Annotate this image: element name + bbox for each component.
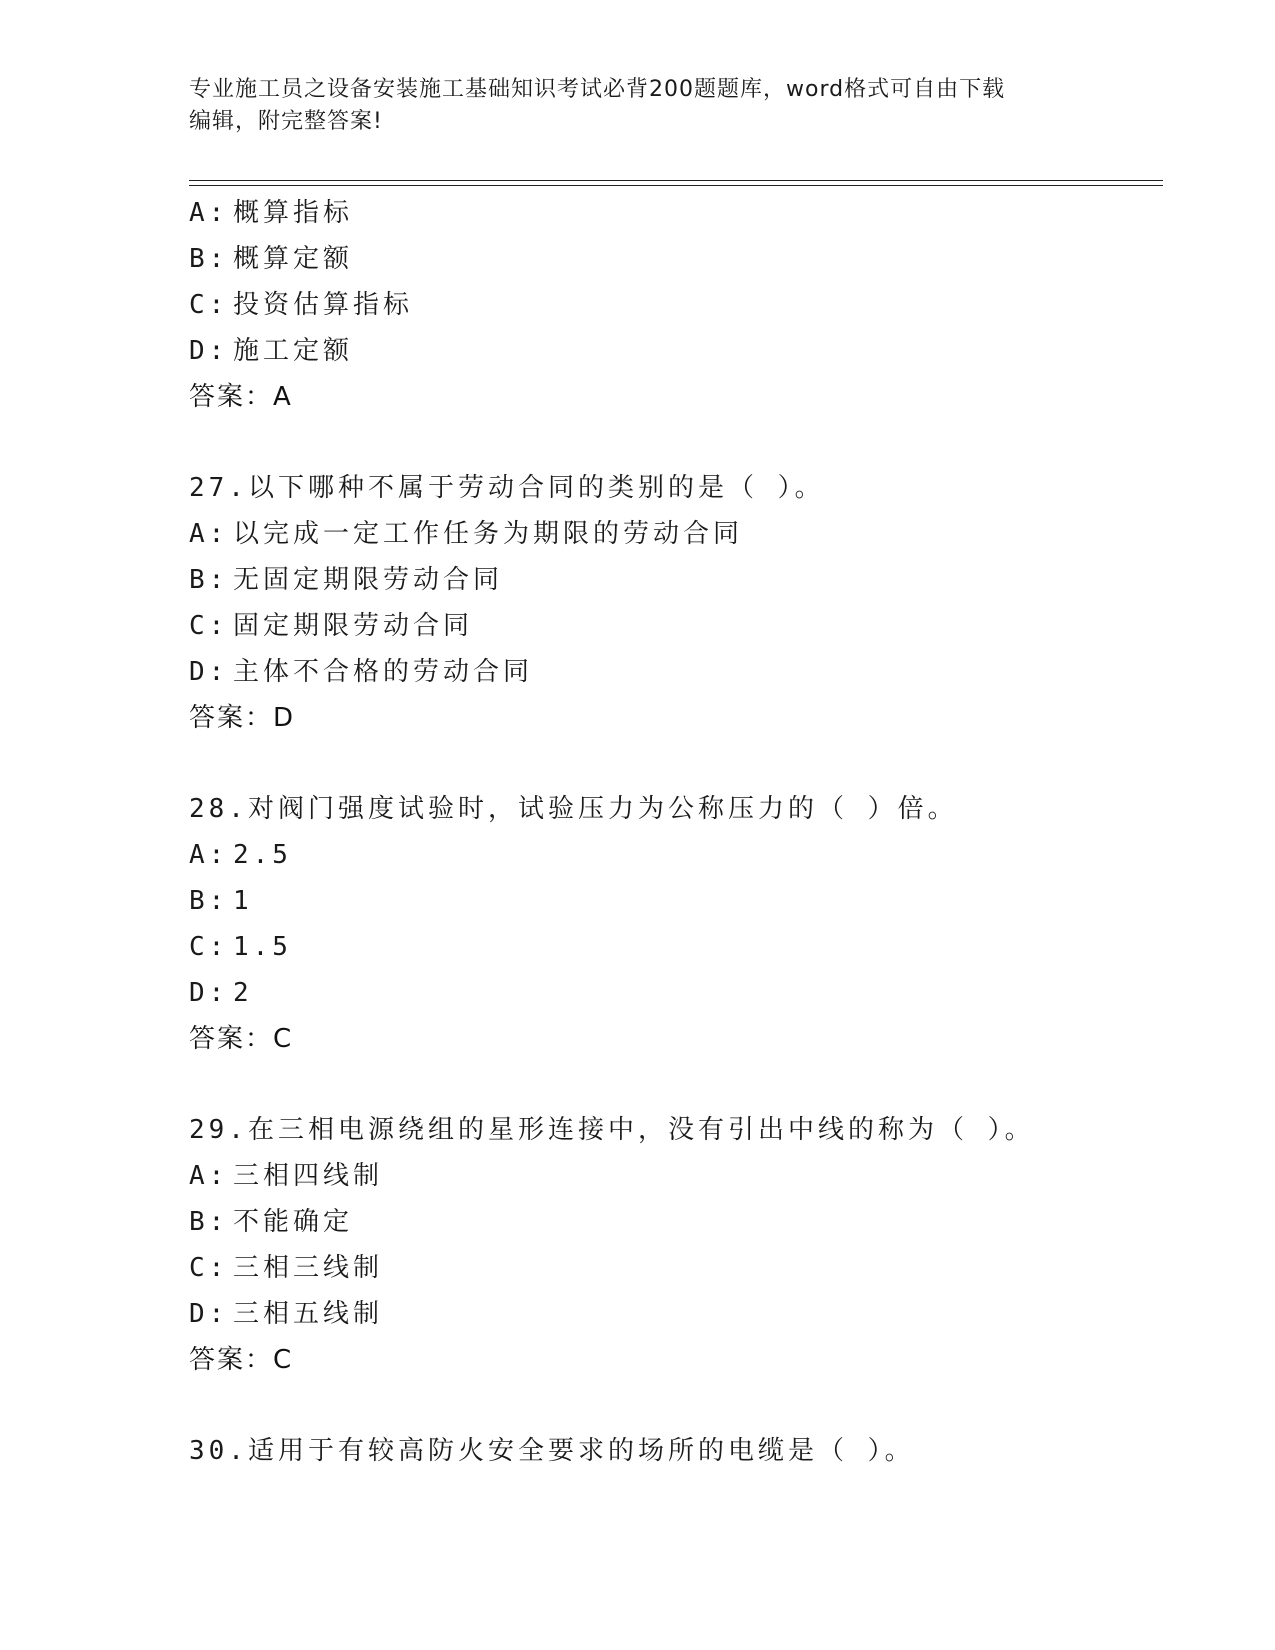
header-divider-bottom	[189, 185, 1163, 186]
option-label: B:	[189, 1207, 229, 1237]
option-label: B:	[189, 886, 229, 916]
option-text: 2.5	[233, 840, 292, 870]
option-text: 无固定期限劳动合同	[233, 565, 504, 595]
option-a	[189, 1153, 1169, 1199]
option-a	[189, 832, 1169, 878]
option-c	[189, 603, 1169, 649]
question-text: 28.对阀门强度试验时，试验压力为公称压力的（ ）倍。	[189, 794, 958, 824]
option-label: B:	[189, 244, 229, 274]
option-label: C:	[189, 611, 229, 641]
option-text: 1	[233, 886, 253, 916]
option-text: 投资估算指标	[233, 290, 414, 320]
header-title-line-1: 专业施工员之设备安装施工基础知识考试必背200题题库，word格式可自由下载	[189, 77, 1006, 102]
question-list	[189, 190, 1169, 1474]
option-d	[189, 328, 1169, 374]
option-b	[189, 236, 1169, 282]
option-text: 2	[233, 978, 253, 1008]
option-d	[189, 970, 1169, 1016]
option-text: 概算指标	[233, 198, 354, 228]
header-divider-top	[189, 180, 1163, 181]
option-label: D:	[189, 978, 229, 1008]
option-label: D:	[189, 657, 229, 687]
option-text: 主体不合格的劳动合同	[233, 657, 534, 687]
option-c	[189, 1245, 1169, 1291]
question-block-30	[189, 1428, 1169, 1474]
answer-line: 答案：A	[189, 382, 293, 412]
option-label: C:	[189, 1253, 229, 1283]
option-d	[189, 1291, 1169, 1337]
option-text: 三相四线制	[233, 1161, 384, 1191]
option-text: 不能确定	[233, 1207, 354, 1237]
header-title-line-2: 编辑，附完整答案!	[189, 109, 383, 134]
question-block-28	[189, 786, 1169, 1062]
question-text: 27.以下哪种不属于劳动合同的类别的是（ ）。	[189, 473, 825, 503]
option-text: 概算定额	[233, 244, 354, 274]
option-label: A:	[189, 519, 229, 549]
question-text: 30.适用于有较高防火安全要求的场所的电缆是（ ）。	[189, 1436, 915, 1466]
option-text: 施工定额	[233, 336, 354, 366]
option-label: A:	[189, 1161, 229, 1191]
option-c	[189, 924, 1169, 970]
question-text: 29.在三相电源绕组的星形连接中，没有引出中线的称为（ ）。	[189, 1115, 1035, 1145]
option-label: B:	[189, 565, 229, 595]
question-block-27	[189, 465, 1169, 741]
answer-line: 答案：C	[189, 1345, 294, 1375]
document-header	[189, 74, 1089, 138]
option-b	[189, 878, 1169, 924]
option-label: A:	[189, 198, 229, 228]
option-text: 以完成一定工作任务为期限的劳动合同	[233, 519, 744, 549]
option-text: 三相五线制	[233, 1299, 384, 1329]
option-a	[189, 190, 1169, 236]
option-text: 固定期限劳动合同	[233, 611, 474, 641]
question-block-29	[189, 1107, 1169, 1383]
option-b	[189, 557, 1169, 603]
spacer	[189, 420, 1169, 465]
answer-line: 答案：C	[189, 1024, 294, 1054]
spacer	[189, 741, 1169, 786]
option-text: 1.5	[233, 932, 292, 962]
option-b	[189, 1199, 1169, 1245]
option-d	[189, 649, 1169, 695]
answer-line: 答案：D	[189, 703, 296, 733]
option-text: 三相三线制	[233, 1253, 384, 1283]
option-label: C:	[189, 290, 229, 320]
option-label: A:	[189, 840, 229, 870]
option-c	[189, 282, 1169, 328]
option-a	[189, 511, 1169, 557]
option-label: C:	[189, 932, 229, 962]
spacer	[189, 1383, 1169, 1428]
option-label: D:	[189, 1299, 229, 1329]
question-block-26	[189, 190, 1169, 420]
spacer	[189, 1062, 1169, 1107]
option-label: D:	[189, 336, 229, 366]
